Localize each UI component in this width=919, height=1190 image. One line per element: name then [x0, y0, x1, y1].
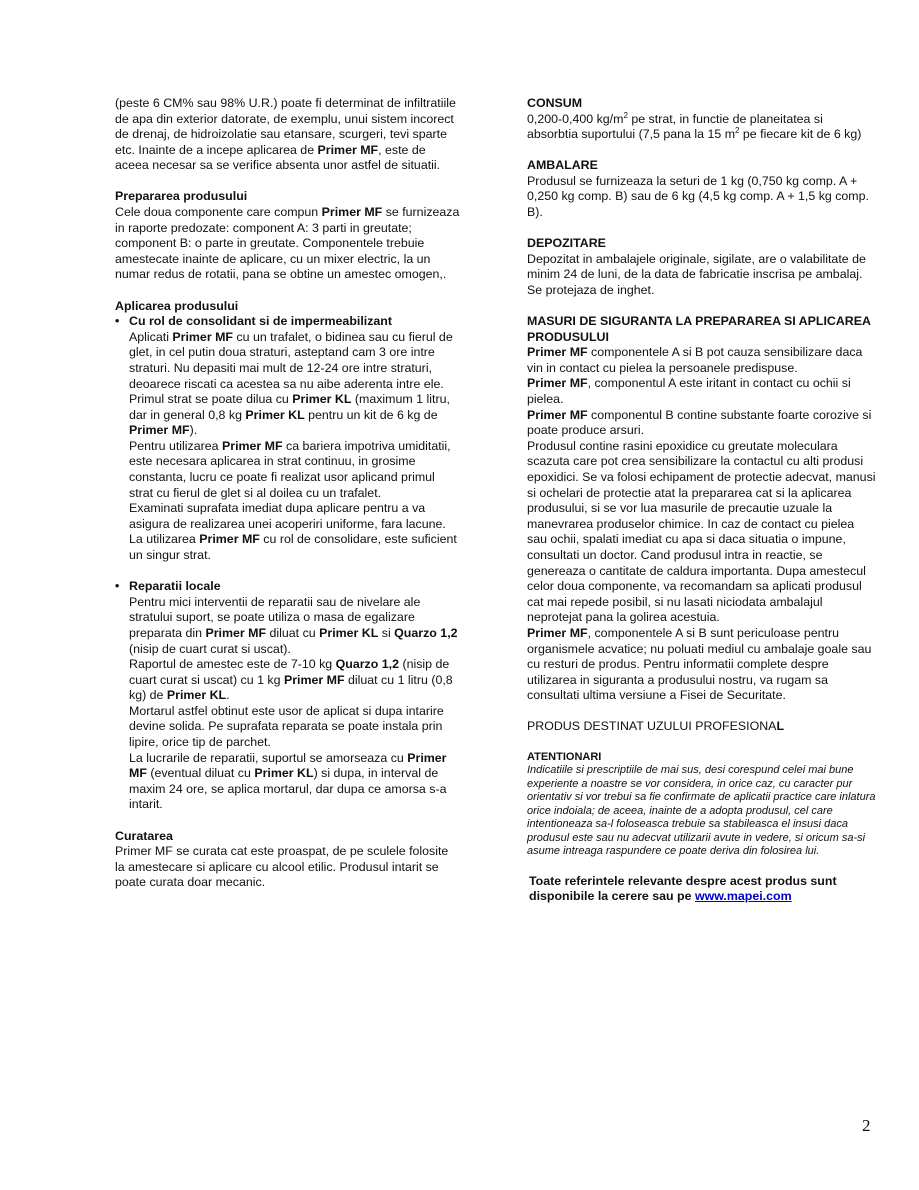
text-run: (peste 6 CM% sau 98% U.R.) poate fi determinat de infiltratiile de apa din exterior datorate, de exemplu, unui sistem incorect de drenaj, de hidroizolatie sau etansare, scurgeri, tevi sparte etc. Inainte de a incepe aplicarea de	[115, 96, 456, 157]
preparare-heading: Prepararea produsului	[115, 189, 248, 204]
curatare-heading: Curatarea	[115, 828, 173, 843]
bullet-reparatii-title: • Reparatii locale	[115, 579, 460, 595]
text-run: pentru un kit de 6 kg de	[304, 407, 438, 422]
text-run: , componentul A este iritant in contact cu ochii si pielea.	[527, 376, 851, 406]
text-run: cu rol de consolidare, este suficient un singur strat.	[129, 532, 457, 563]
text-run: ).	[189, 423, 198, 438]
text-run: ) si dupa, in interval de maxim 24 ore, se aplica mortarul, dar dupa ce amorsa s-a intarit.	[129, 766, 447, 812]
bold-text-run: Primer MF	[283, 672, 345, 687]
bold-text-run: Primer MF	[527, 376, 588, 391]
preparare-paragraph	[115, 205, 460, 283]
masuri-paragraph-5	[527, 626, 877, 704]
bold-text-run: Primer MF	[527, 407, 588, 422]
text-run: , este de aceea necesar sa se verifice absenta unor astfel de situatii.	[115, 142, 441, 173]
intro-paragraph	[115, 96, 460, 174]
text-run: La lucrarile de reparatii, suportul se amorseaza cu	[129, 750, 408, 765]
text-run: Pentru utilizarea	[129, 438, 222, 453]
text-run: se furnizeaza in raporte predozate: component A: 3 parti in greutate; component B: o parte in greutate. Componentele trebuie amestecate inainte de aplicare, cu un mixer electric, la un numar redus de rotatii, pana se obtine un amestec omogen,.	[115, 205, 460, 282]
text-run: diluat cu 1 litru (0,8 kg) de	[129, 672, 453, 703]
bold-text-run: Quarzo 1,2	[394, 625, 458, 640]
text-run: componentele A si B pot cauza sensibilizare daca vin in contact cu pielea la persoanele predispuse.	[527, 345, 863, 375]
closing-text: Toate referintele relevante despre acest produs sunt disponibile la cerere sau pe	[529, 873, 837, 904]
masuri-paragraph-2	[527, 376, 877, 407]
bold-text-run: Primer KL	[254, 766, 314, 781]
bold-text-run: Primer MF	[172, 329, 233, 344]
text-run: (nisip de cuart curat si uscat) cu 1 kg	[129, 657, 450, 687]
text-run: .	[226, 688, 230, 703]
bullet-consolidant-paragraph-1	[115, 330, 460, 392]
superscript-run: 2	[735, 126, 740, 136]
bold-text-run: Primer KL	[245, 407, 305, 422]
masuri-paragraph-4	[527, 439, 877, 626]
bullet-reparatii-paragraph-1	[115, 595, 460, 657]
text-run: Raportul de amestec este de 7-10 kg	[129, 657, 336, 672]
aplicare-heading: Aplicarea produsului	[115, 298, 239, 313]
text-run: Primer MF se curata cat este proaspat, de pe sculele folosite la amestecare si aplicare cu alcool etilic. Produsul intarit se poate curata doar mecanic.	[115, 844, 449, 890]
text-run: Produsul contine rasini epoxidice cu greutate moleculara scazuta care pot crea sensibilizare la contactul cu alti produsi epoxidici. Se va folosi echipament de protectie adecvat, manusi si ochelari de protectie atat la prepararea cat si la aplicarea produsului, si se vor lua masurile de precautie uzuale la manevrarea produselor chimice. In caz de contact cu pielea sau ochii, spalati imediat cu apa si daca situatia o impune, consultati un doctor. Cand produsul intra in reactie, se genereaza o cantitate de caldura importanta. Dupa amestecul celor doua componente, va recomandam sa aplicati produsul cat mai repede posibil, si nu lasati niciodata ambalajul neprotejat pana la golirea acestuia.	[527, 438, 876, 625]
text-run: si	[378, 625, 395, 640]
bold-text-run: Quarzo 1,2	[335, 657, 399, 672]
text-run: Depozitat in ambalajele originale, sigilate, are o valabilitate de minim 24 de luni, de la data de fabricatie inscrisa pe ambalaj. Se protejaza de inghet.	[527, 251, 866, 297]
text-run: Cele doua componente care compun	[115, 205, 322, 220]
text-run: pe strat, in functie de planeitatea si absorbtia suportului (7,5 pana la 15 m	[527, 111, 823, 142]
bold-text-run: Primer MF	[527, 625, 588, 640]
text-run: Mortarul astfel obtinut este usor de aplicat si dupa intarire devine solida. Pe suprafata reparata se poate instala prin lipire, orice tip de parchet.	[129, 703, 444, 750]
bullet-reparatii-paragraph-2	[115, 657, 460, 704]
text-run: Produsul se furnizeaza la seturi de 1 kg (0,750 kg comp. A + 0,250 kg comp. B) sau de 6 kg (4,5 kg comp. A + 1,5 kg comp. B).	[527, 173, 869, 220]
text-run: , componentele A si B sunt periculoase pentru organismele acvatice; nu poluati mediul cu ambalaje goale sau cu resturi de produs. Pentru informatii complete despre utilizarea in siguranta a produsului nostru, va rugam sa consultati ultima versiune a Fisei de Securitate.	[527, 625, 872, 703]
ambalare-paragraph	[527, 174, 877, 221]
bold-text-run: Primer MF	[205, 625, 267, 640]
bullet-reparatii-paragraph-3	[115, 704, 460, 751]
profesional-notice	[527, 719, 877, 735]
text-run: (eventual diluat cu	[146, 766, 255, 781]
ambalare-heading: AMBALARE	[527, 158, 598, 173]
bullet-consolidant-title: • Cu rol de consolidant si de impermeabilizant	[115, 314, 460, 330]
text-run: PRODUS DESTINAT UZULUI PROFESIONA	[527, 719, 777, 734]
bold-text-run: Primer MF	[321, 205, 383, 220]
consum-heading: CONSUM	[527, 96, 583, 110]
page-number: 2	[862, 1116, 871, 1135]
text-run: ca bariera impotriva umiditatii, este necesara aplicarea in strat continuu, in grosime constanta, lucru ce poate fi realizat usor aplicand primul strat cu fierul de glet si al doilea cu un trafalet.	[129, 438, 451, 500]
bold-text-run: Primer MF	[221, 438, 283, 453]
bold-text-run: Primer MF	[317, 142, 379, 157]
superscript-run: 2	[623, 110, 628, 120]
bold-text-run: Primer KL	[292, 392, 352, 407]
text-run: (maximum 1 litru, dar in general 0,8 kg	[129, 392, 450, 422]
bullet-consolidant-paragraph-2	[115, 392, 460, 439]
consum-paragraph	[527, 112, 877, 143]
right-column	[527, 96, 877, 905]
left-column	[115, 96, 460, 891]
text-run: (nisip de cuart curat si uscat).	[129, 641, 291, 656]
bold-text-run: Primer KL	[166, 688, 227, 703]
bold-text-run: Primer KL	[319, 625, 379, 640]
bullet-reparatii-paragraph-4	[115, 751, 460, 813]
atentionari-heading: ATENTIONARI	[527, 751, 602, 764]
bullet-consolidant-paragraph-3	[115, 439, 460, 501]
text-run: componentul B contine substante foarte corozive si poate produce arsuri.	[527, 407, 872, 438]
masuri-heading: MASURI DE SIGURANTA LA PREPARAREA SI APLICAREA PRODUSULUI	[527, 314, 871, 344]
text-run: Pentru mici interventii de reparatii sau de nivelare ale stratului suport, se poate utiliza o masa de egalizare preparata din	[129, 594, 421, 640]
closing-statement	[527, 874, 877, 905]
text-run: Primul strat se poate dilua cu	[129, 392, 293, 407]
depozitare-paragraph	[527, 252, 877, 299]
text-run: pe fiecare kit de 6 kg)	[739, 127, 862, 142]
curatare-paragraph	[115, 844, 460, 891]
text-run: 0,200-0,400 kg/m	[527, 111, 624, 126]
mapei-link[interactable]: www.mapei.com	[694, 889, 792, 904]
text-run: cu un trafalet, o bidinea sau cu fierul de glet, in cel putin doua straturi, asteptand cam 3 ore intre straturi. Nu depasiti mai mult de 12-24 ore intre straturi, deoarece riscati ca acestea sa nu aibe aderenta intre ele.	[129, 329, 453, 391]
bold-text-run: L	[776, 719, 785, 734]
text-run: Aplicati	[129, 329, 173, 344]
atentionari-paragraph: Indicatiile si prescriptiile de mai sus, desi corespund celei mai bune experiente a noastre se vor considera, in orice caz, cu caracter pur orientativ si vor trebui sa fie confirmate de aplicatii practice care inlatura orice indoiala; de aceea, inainte de a adopta produsul, cel care intentioneaza sa-l foloseasca trebuie sa stabileasca el insusi daca produsul este sau nu adecvat utilizarii avute in vedere, si oricum sa-si asume intreaga raspundere ce poate deriva din folosirea lui.	[527, 764, 876, 857]
bold-text-run: Primer MF	[129, 423, 190, 438]
bullet-consolidant-paragraph-4	[115, 501, 460, 563]
masuri-paragraph-3	[527, 408, 877, 439]
bold-text-run: Primer MF	[199, 532, 260, 547]
depozitare-heading: DEPOZITARE	[527, 236, 606, 251]
masuri-paragraph-1	[527, 345, 877, 376]
text-run: diluat cu	[266, 625, 320, 640]
text-run: Examinati suprafata imediat dupa aplicare pentru a va asigura de realizarea unei acoperiri uniforme, fara lacune. La utilizarea	[129, 501, 446, 547]
bold-text-run: Primer MF	[527, 345, 588, 360]
bold-text-run: Primer MF	[129, 750, 447, 781]
